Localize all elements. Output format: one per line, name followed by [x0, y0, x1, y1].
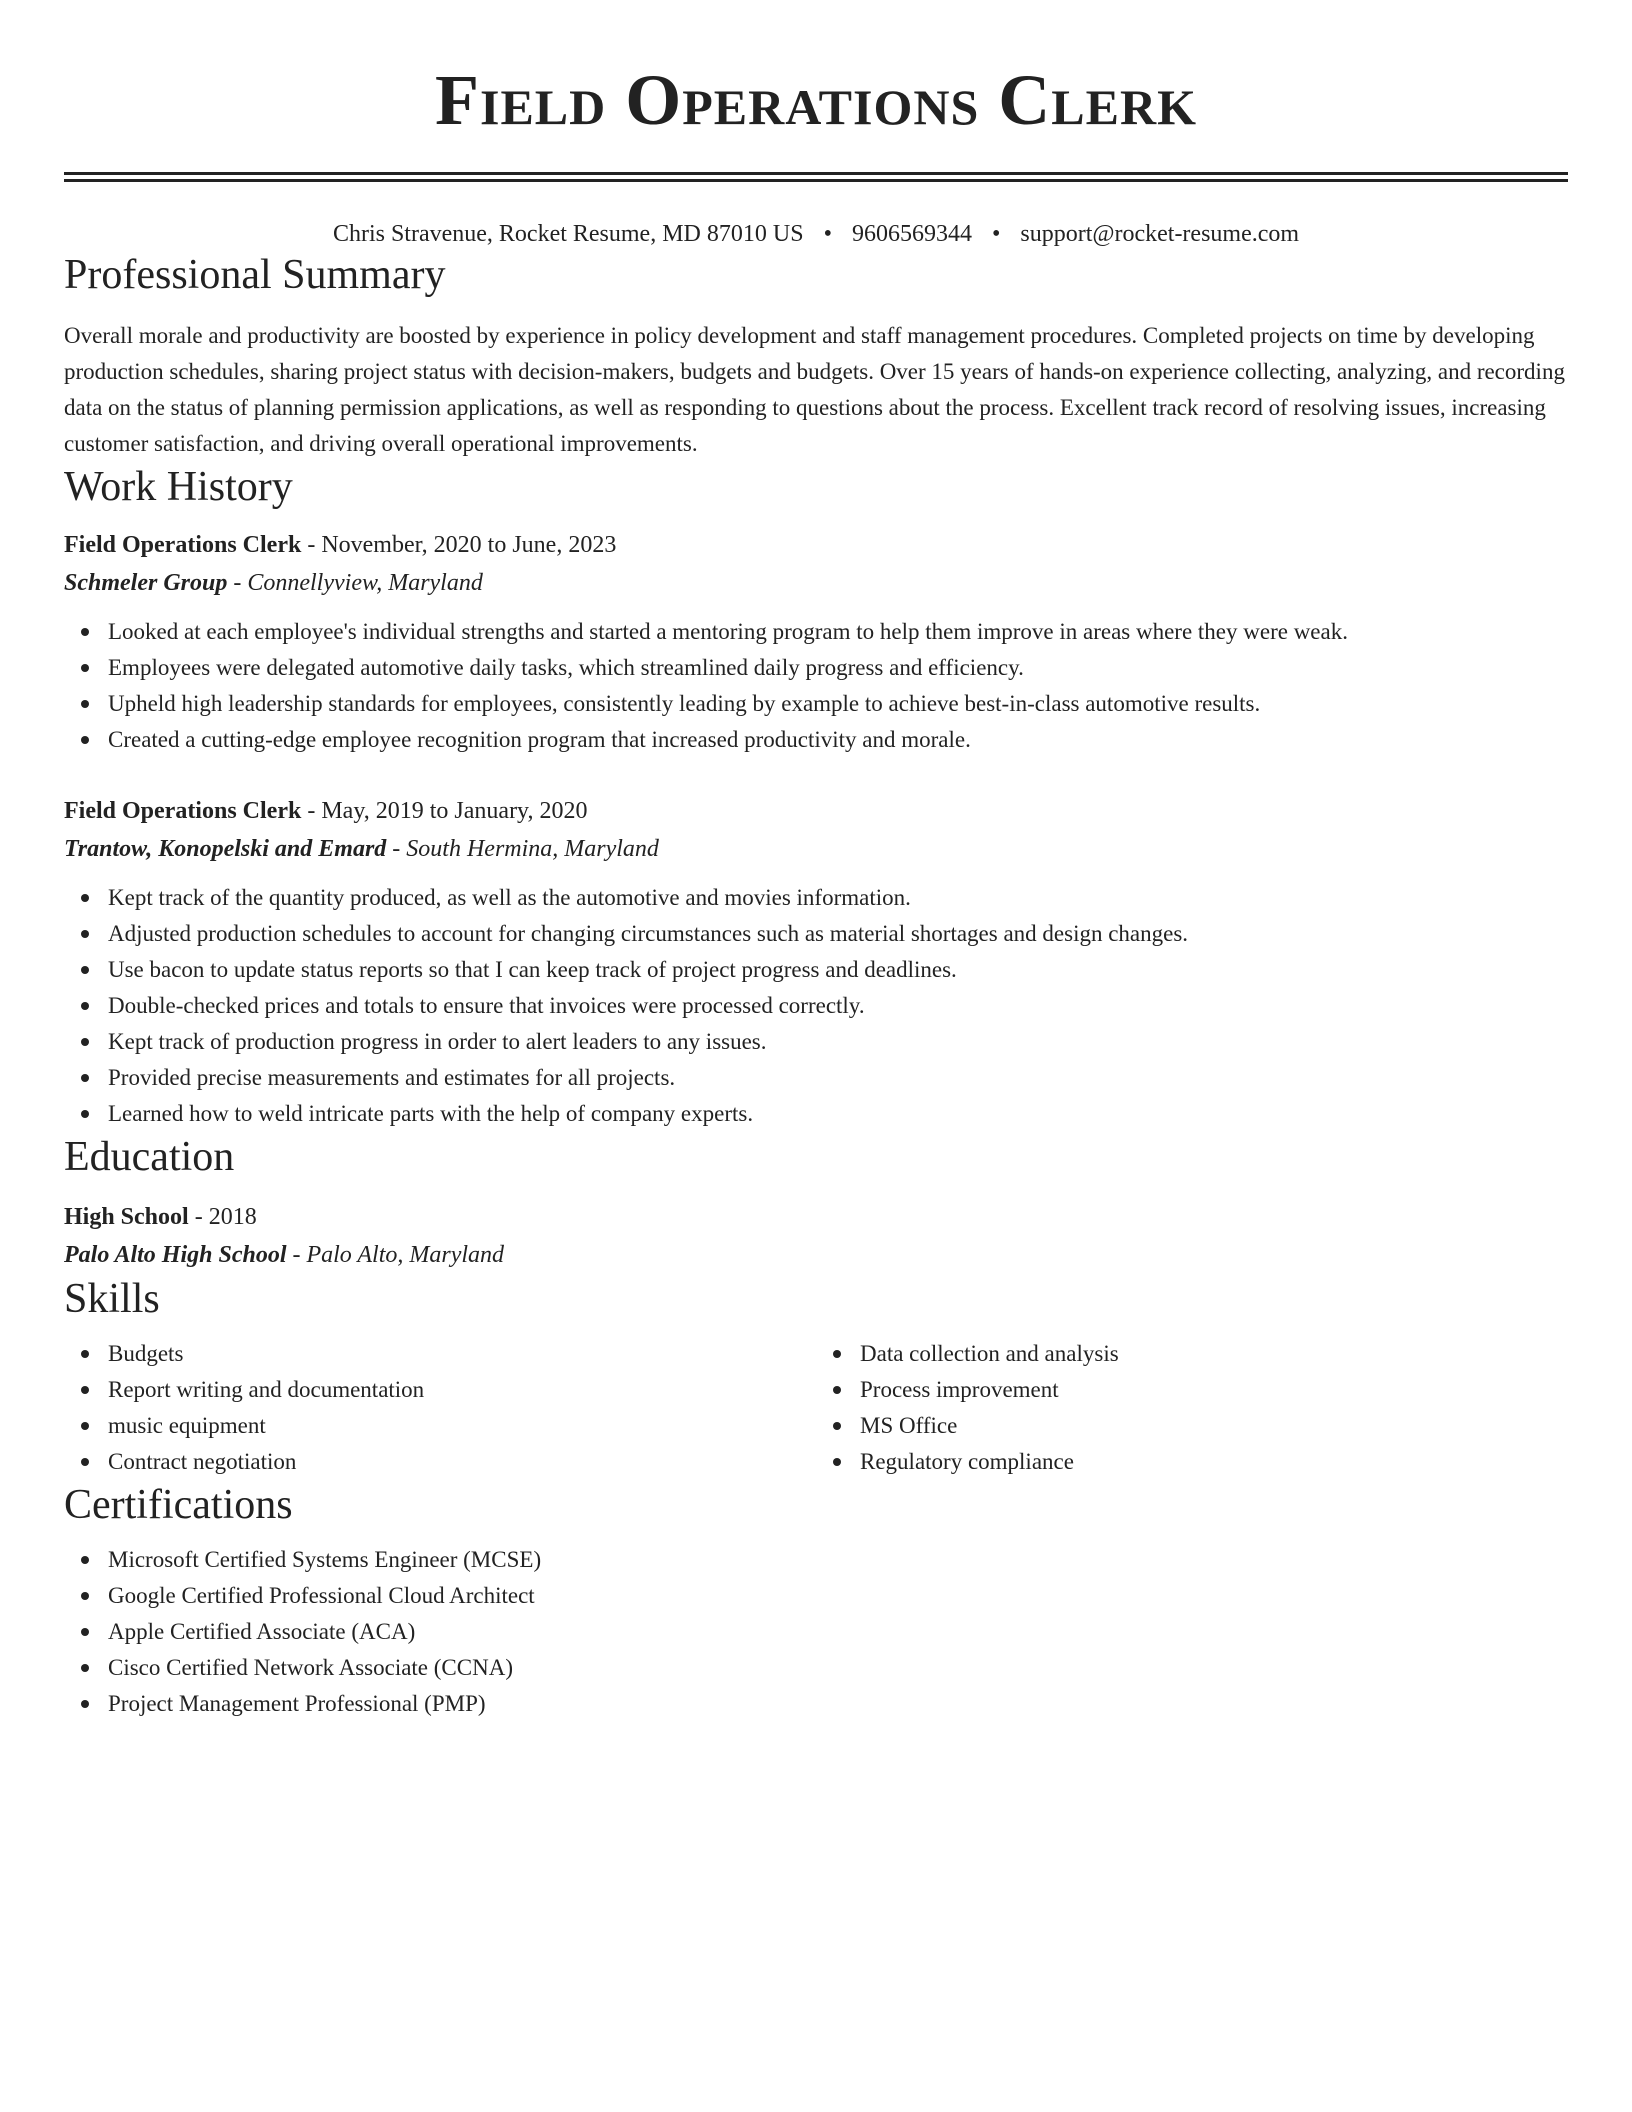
skills-column-left — [64, 1336, 816, 1480]
education-location: - Palo Alto, Maryland — [286, 1242, 505, 1268]
contact-separator: • — [991, 221, 1001, 247]
list-item: Created a cutting-edge employee recognition program that increased productivity and morale. — [108, 722, 1568, 758]
education-school: Palo Alto High School — [64, 1242, 287, 1268]
list-item: Contract negotiation — [108, 1444, 816, 1480]
certifications-heading: Certifications — [64, 1482, 293, 1528]
summary-text: Overall morale and productivity are boosted by experience in policy development and staff management procedures. Completed projects on time by developing production schedules, sharing project status with decision-makers, budgets and budgets. Over 15 years of hands-on experience collecting, analyzing, and recording data on the status of planning permission applications, as well as responding to questions about the process. Excellent track record of resolving issues, increasing customer satisfaction, and driving overall operational improvements. — [64, 323, 1565, 456]
list-item: Budgets — [108, 1336, 816, 1372]
education-degree: High School — [64, 1204, 189, 1230]
job-title: Field Operations Clerk — [64, 798, 302, 824]
job-company-line — [64, 564, 1568, 602]
job-bullets — [64, 880, 1568, 1132]
job-dates: - November, 2020 to June, 2023 — [301, 532, 617, 558]
summary-heading: Professional Summary — [64, 252, 446, 298]
education-entry — [64, 1198, 1568, 1274]
resume-title: Field Operations Clerk — [435, 60, 1197, 140]
contact-line — [64, 218, 1568, 250]
job-location: - South Hermina, Maryland — [386, 836, 659, 862]
job-title: Field Operations Clerk — [64, 532, 302, 558]
work-history-heading: Work History — [64, 464, 293, 510]
contact-phone: 9606569344 — [851, 221, 972, 247]
education-school-line — [64, 1236, 1568, 1274]
job-location: - Connellyview, Maryland — [227, 570, 483, 596]
job-company: Trantow, Konopelski and Emard — [64, 836, 387, 862]
skills-heading: Skills — [64, 1276, 160, 1322]
contact-address: Chris Stravenue, Rocket Resume, MD 87010 US — [332, 221, 804, 247]
list-item: Kept track of production progress in order to alert leaders to any issues. — [108, 1024, 1568, 1060]
list-item: MS Office — [860, 1408, 1568, 1444]
list-item: Data collection and analysis — [860, 1336, 1568, 1372]
title-double-rule — [64, 172, 1568, 182]
list-item: Upheld high leadership standards for employees, consistently leading by example to achieve best-in-class automotive results. — [108, 686, 1568, 722]
list-item: Google Certified Professional Cloud Architect — [108, 1578, 1568, 1614]
job-entry — [64, 792, 1568, 1132]
list-item: Provided precise measurements and estimates for all projects. — [108, 1060, 1568, 1096]
list-item: music equipment — [108, 1408, 816, 1444]
education-degree-line — [64, 1198, 1568, 1236]
contact-email: support@rocket-resume.com — [1020, 221, 1300, 247]
list-item: Learned how to weld intricate parts with the help of company experts. — [108, 1096, 1568, 1132]
list-item: Cisco Certified Network Associate (CCNA) — [108, 1650, 1568, 1686]
job-company-line — [64, 830, 1568, 868]
list-item: Adjusted production schedules to account for changing circumstances such as material shortages and design changes. — [108, 916, 1568, 952]
list-item: Report writing and documentation — [108, 1372, 816, 1408]
skills-grid — [64, 1336, 1568, 1480]
certifications-list — [64, 1542, 1568, 1722]
list-item: Employees were delegated automotive daily tasks, which streamlined daily progress and efficiency. — [108, 650, 1568, 686]
job-role-line — [64, 526, 1568, 564]
job-bullets — [64, 614, 1568, 758]
list-item: Process improvement — [860, 1372, 1568, 1408]
skills-column-right — [816, 1336, 1568, 1480]
job-company: Schmeler Group — [64, 570, 228, 596]
education-year: - 2018 — [188, 1204, 257, 1230]
contact-separator: • — [823, 221, 832, 247]
list-item: Double-checked prices and totals to ensure that invoices were processed correctly. — [108, 988, 1568, 1024]
job-role-line — [64, 792, 1568, 830]
list-item: Use bacon to update status reports so that I can keep track of project progress and deadlines. — [108, 952, 1568, 988]
list-item: Apple Certified Associate (ACA) — [108, 1614, 1568, 1650]
list-item: Regulatory compliance — [860, 1444, 1568, 1480]
education-heading: Education — [64, 1134, 235, 1180]
list-item: Kept track of the quantity produced, as well as the automotive and movies information. — [108, 880, 1568, 916]
list-item: Project Management Professional (PMP) — [108, 1686, 1568, 1722]
list-item: Looked at each employee's individual strengths and started a mentoring program to help them improve in areas where they were weak. — [108, 614, 1568, 650]
list-item: Microsoft Certified Systems Engineer (MCSE) — [108, 1542, 1568, 1578]
job-dates: - May, 2019 to January, 2020 — [301, 798, 588, 824]
job-entry — [64, 526, 1568, 758]
